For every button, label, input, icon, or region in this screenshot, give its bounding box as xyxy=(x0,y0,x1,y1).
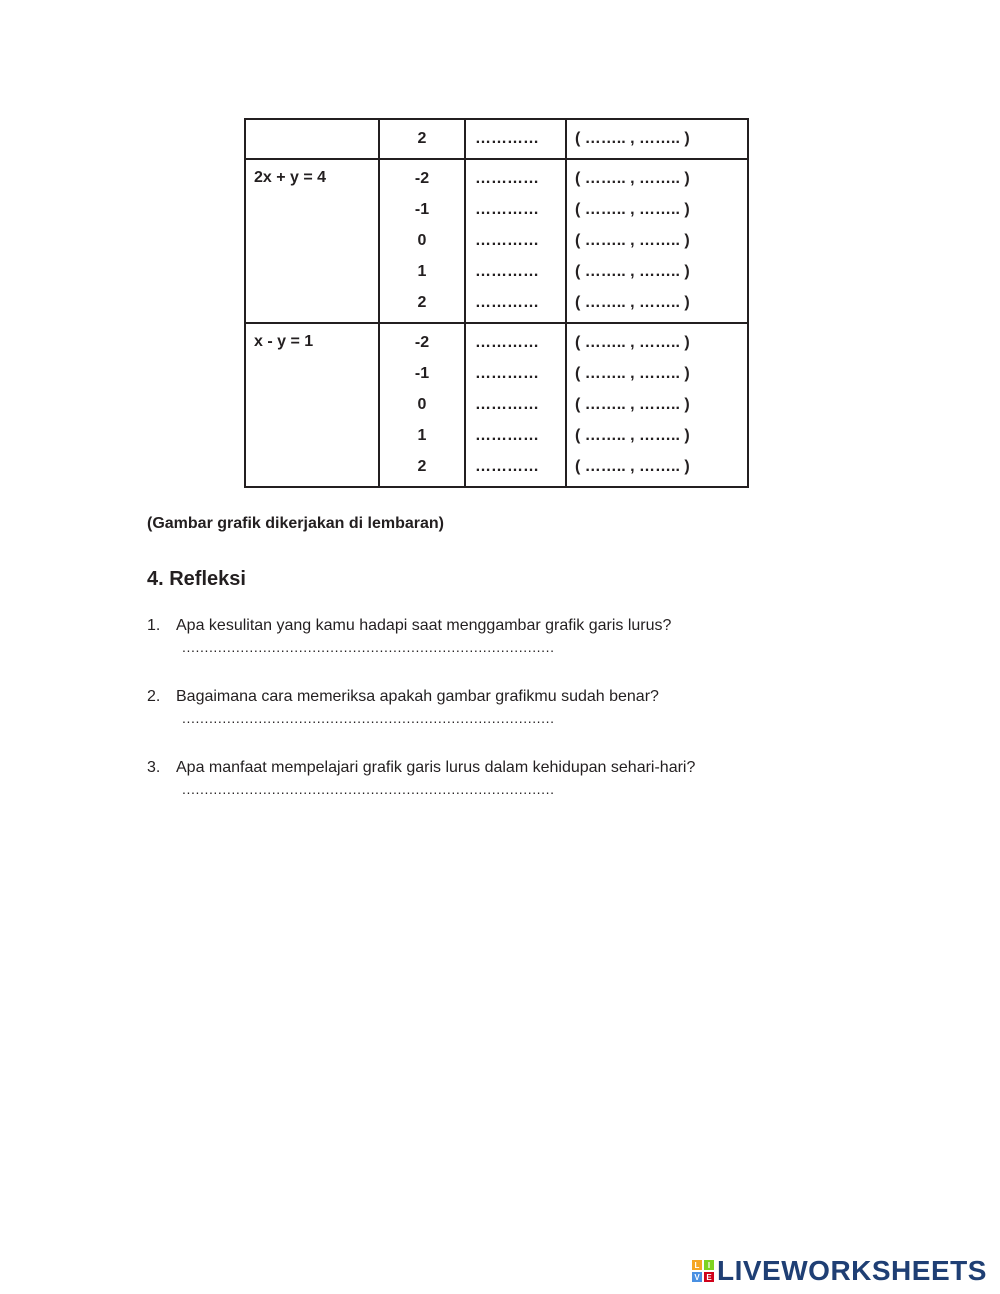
question-text: Apa manfaat mempelajari grafik garis lurus dalam kehidupan sehari-hari? xyxy=(176,759,696,776)
y-blank[interactable]: ………… xyxy=(475,201,539,218)
x-value: -2 xyxy=(414,170,430,187)
x-value: 2 xyxy=(417,294,427,311)
question-item xyxy=(147,759,695,797)
question-text: Bagaimana cara memeriksa apakah gambar grafikmu sudah benar? xyxy=(176,688,659,705)
answer-line[interactable]: ................................................................................... xyxy=(182,781,555,797)
answer-line[interactable]: ................................................................................... xyxy=(182,710,555,726)
point-blank[interactable]: ( …….. , …….. ) xyxy=(575,396,690,413)
equation-cell xyxy=(245,119,379,159)
y-blank[interactable]: ………… xyxy=(475,294,539,311)
y-blank[interactable]: ………… xyxy=(475,334,539,351)
graph-caption: (Gambar grafik dikerjakan di lembaran) xyxy=(147,515,444,532)
logo-block: I xyxy=(704,1260,714,1270)
answer-line[interactable]: ................................................................................... xyxy=(182,639,555,655)
y-blank[interactable]: ………… xyxy=(475,458,539,475)
x-value: -2 xyxy=(414,334,430,351)
x-value: 2 xyxy=(417,130,427,147)
values-table xyxy=(244,118,749,488)
logo-text: LIVEWORKSHEETS xyxy=(717,1255,987,1286)
x-value: -1 xyxy=(414,365,430,382)
point-blank[interactable]: ( …….. , …….. ) xyxy=(575,365,690,382)
equation-cell: x - y = 1 xyxy=(245,323,379,487)
section-title: 4. Refleksi xyxy=(147,568,246,590)
question-number: 2. xyxy=(147,688,161,705)
y-blank[interactable]: ………… xyxy=(475,130,539,147)
x-value: -1 xyxy=(414,201,430,218)
question-number: 3. xyxy=(147,759,161,776)
question-text: Apa kesulitan yang kamu hadapi saat menggambar grafik garis lurus? xyxy=(176,617,672,634)
y-blank[interactable]: ………… xyxy=(475,365,539,382)
point-blank[interactable]: ( …….. , …….. ) xyxy=(575,427,690,444)
point-blank[interactable]: ( …….. , …….. ) xyxy=(575,334,690,351)
table-row xyxy=(245,159,748,323)
point-blank[interactable]: ( …….. , …….. ) xyxy=(575,130,690,147)
question-item xyxy=(147,617,671,655)
y-blank[interactable]: ………… xyxy=(475,263,539,280)
y-blank[interactable]: ………… xyxy=(475,170,539,187)
question-item xyxy=(147,688,659,726)
point-blank[interactable]: ( …….. , …….. ) xyxy=(575,263,690,280)
x-value: 2 xyxy=(417,458,427,475)
point-blank[interactable]: ( …….. , …….. ) xyxy=(575,458,690,475)
point-blank[interactable]: ( …….. , …….. ) xyxy=(575,232,690,249)
point-blank[interactable]: ( …….. , …….. ) xyxy=(575,294,690,311)
y-blank[interactable]: ………… xyxy=(475,396,539,413)
question-number: 1. xyxy=(147,617,161,634)
x-value: 1 xyxy=(417,263,427,280)
y-blank[interactable]: ………… xyxy=(475,427,539,444)
table-row xyxy=(245,323,748,487)
logo-blocks-icon xyxy=(692,1260,714,1282)
logo-block: L xyxy=(692,1260,702,1270)
logo-block: E xyxy=(704,1272,714,1282)
x-value: 1 xyxy=(417,427,427,444)
liveworksheets-logo xyxy=(692,1255,987,1287)
point-blank[interactable]: ( …….. , …….. ) xyxy=(575,201,690,218)
point-blank[interactable]: ( …….. , …….. ) xyxy=(575,170,690,187)
x-value: 0 xyxy=(417,396,427,413)
y-blank[interactable]: ………… xyxy=(475,232,539,249)
equation-cell: 2x + y = 4 xyxy=(245,159,379,323)
x-value: 0 xyxy=(417,232,427,249)
logo-block: V xyxy=(692,1272,702,1282)
table-row xyxy=(245,119,748,159)
